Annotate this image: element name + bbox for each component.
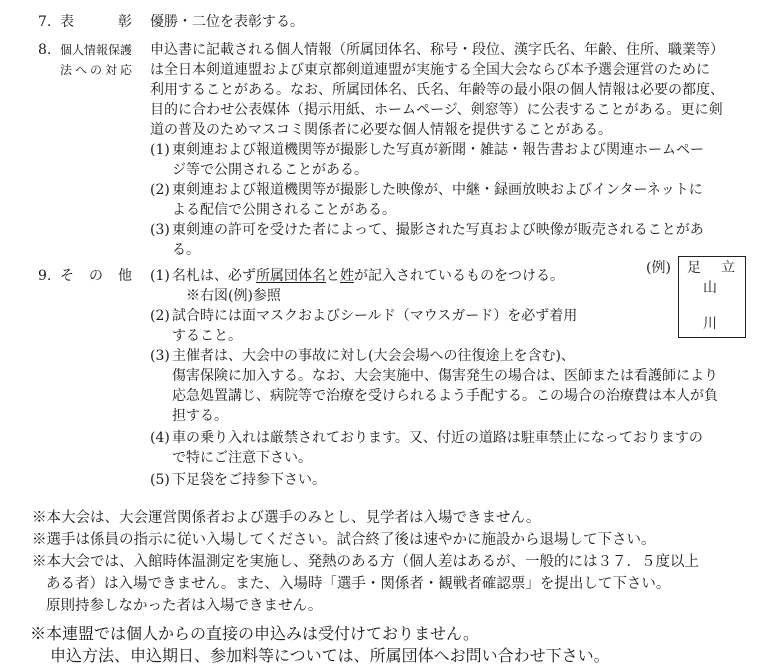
- section-7-title-a: 表: [60, 14, 74, 30]
- note-line: 原則持参しなかった者は入場できません。: [46, 598, 323, 614]
- note-line: ※本大会は、大会運営関係者および選手のみとし、見学者は入場できません。: [32, 510, 541, 526]
- section-9-item-text: 試合時には面マスクおよびシールド（マウスガード）を必ず着用: [172, 308, 578, 324]
- section-7-number: 7.: [38, 14, 52, 30]
- section-8-item-text: 東剣連の許可を受けた者によって、撮影された写真および映像が販売されることがあ: [172, 222, 704, 238]
- section-9-item-text: 下足袋をご持参下さい。: [172, 472, 326, 488]
- name-tag-text-c: が記入されているものをつける。: [354, 268, 564, 284]
- section-8-item-text: 東剣連および報道機関等が撮影した映像が、中継・録画放映およびインターネットに: [172, 182, 703, 198]
- section-8-item-number: (1): [150, 142, 170, 158]
- section-9-item-1-text: [172, 266, 564, 286]
- section-8-title-line1: 個人情報保護: [60, 43, 133, 57]
- name-tag-char: 足: [687, 260, 701, 276]
- note-line: ある者）は入場できません。また、入場時「選手・関係者・観戦者確認票」を提出して下さい。: [46, 576, 671, 592]
- section-9-item-number: (3): [150, 348, 170, 364]
- note-line: ※選手は係員の指示に従い入場してください。試合終了後は速やかに施設から退場して下さい。: [32, 532, 656, 548]
- section-9-item-text: 主催者は、大会中の事故に対し(大会会場への往復途上を含む)、: [172, 348, 575, 364]
- section-8-paragraph-line: 利用することがある。なお、所属団体名、氏名、年齢等の最小限の個人情報は必要の都度、: [150, 82, 724, 98]
- section-7-title-b: 彰: [118, 14, 132, 30]
- note-line: ※本大会では、入館時体温測定を実施し、発熱のある方（個人差はあるが、一般的には３７．５度以上: [32, 554, 699, 570]
- name-tag-text-b: と: [326, 268, 340, 284]
- section-9-title-a: そ: [60, 268, 74, 284]
- section-9-item-number: (4): [150, 430, 170, 446]
- section-8-paragraph-line: 申込書に記載される個人情報（所属団体名、称号・段位、漢字氏名、年齢、住所、職業等）: [150, 42, 724, 58]
- section-8-item-text: よる配信で公開されることがある。: [172, 202, 396, 218]
- section-9-item-text: 応急処置講じ、病院等で治療を受けられるよう手配する。この場合の治療費は本人が負: [172, 388, 718, 404]
- section-9-item-text: 担する。: [172, 408, 228, 424]
- section-8-item-text: る。: [172, 242, 200, 258]
- section-8-paragraph-line: は全日本剣道連盟および東京都剣道連盟が実施する全国大会ならび本予選会運営のために: [150, 62, 710, 78]
- section-8-item-text: 東剣連および報道機関等が撮影した写真が新聞・雑誌・報告書および関連ホームペー: [172, 142, 704, 158]
- section-9-item-text: 車の乗り入れは厳禁されております。又、付近の道路は駐車禁止になっておりますの: [172, 430, 703, 446]
- section-9-item-text: 傷害保険に加入する。なお、大会実施中、傷害発生の場合は、医師または看護師により: [172, 368, 718, 384]
- section-9-item-text: すること。: [172, 328, 242, 344]
- name-tag-example: [678, 256, 746, 338]
- section-9-title-b: の: [89, 268, 103, 284]
- section-8-item-number: (3): [150, 222, 170, 238]
- name-tag-text-a: 名札は、必ず: [172, 268, 256, 284]
- section-9-item-number: (2): [150, 308, 170, 324]
- section-9-title-c: 他: [118, 268, 132, 284]
- section-9-item-text: で特にご注意下さい。: [172, 450, 312, 466]
- section-9-number: 9.: [38, 268, 52, 284]
- section-8-paragraph-line: 道の普及のためマスコミ関係者に必要な個人情報を提供することがある。: [150, 122, 612, 138]
- name-tag-char: 立: [721, 260, 735, 276]
- section-8-paragraph-line: 目的に合わせ公表媒体（掲示用紙、ホームページ、剣窓等）に公表することがある。更に剣: [150, 102, 723, 118]
- section-7-text: 優勝・二位を表彰する。: [150, 14, 304, 30]
- name-tag-char: 川: [703, 316, 717, 332]
- example-label: (例): [646, 260, 671, 276]
- underlined-org-name: 所属団体名: [256, 268, 326, 284]
- section-9-item-text: ※右図(例)参照: [186, 288, 281, 304]
- section-8-number: 8.: [38, 42, 52, 58]
- section-8-item-text: ジ等で公開されることがある。: [172, 162, 368, 178]
- footer-notice: 申込方法、申込期日、参加料等については、所属団体へお問い合わせ下さい。: [50, 646, 610, 665]
- underlined-surname: 姓: [340, 268, 354, 284]
- footer-notice: ※本連盟では個人からの直接の申込みは受付けておりません。: [30, 624, 479, 643]
- section-8-item-number: (2): [150, 182, 170, 198]
- section-9-item-number: (1): [150, 268, 170, 284]
- section-9-item-number: (5): [150, 472, 170, 488]
- name-tag-char: 山: [703, 280, 717, 296]
- section-8-title-line2: 法への対応: [60, 63, 136, 77]
